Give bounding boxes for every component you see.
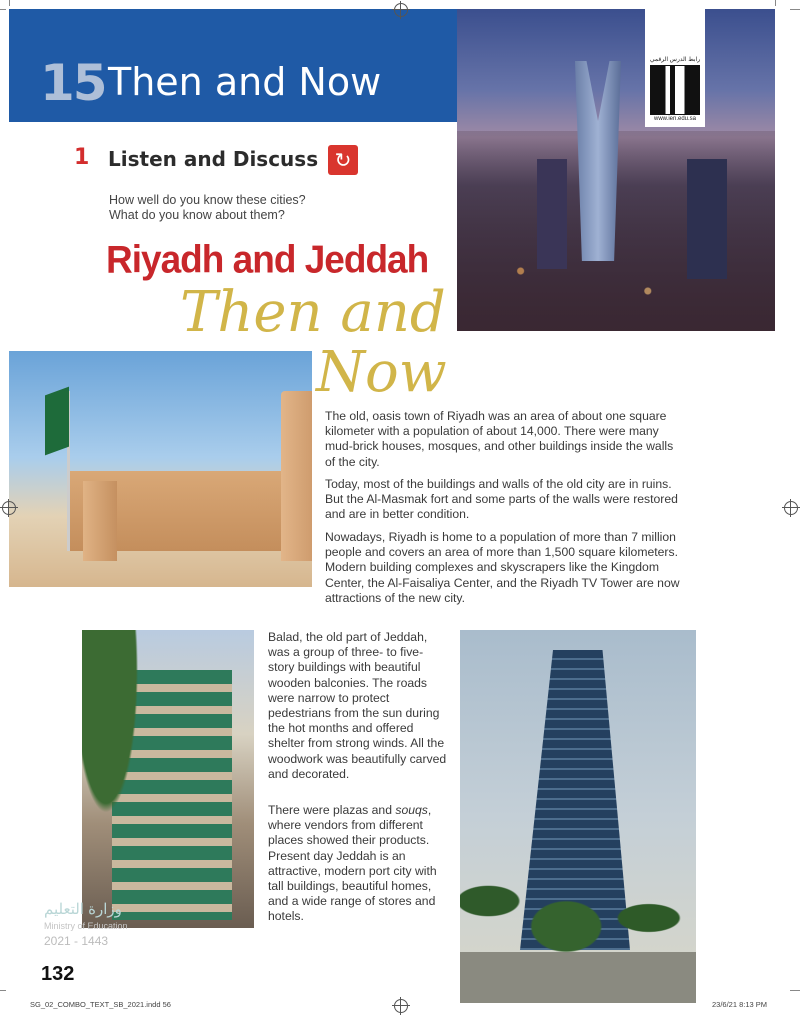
registration-mark-icon — [2, 501, 16, 515]
section-title: Listen and Discuss — [108, 147, 319, 171]
riyadh-paragraph: Nowadays, Riyadh is home to a population of more than 7 million people and covers an area of more than 1,500 square kilometers. Modern building complexes and skyscrapers like the Kingdom Center, the Al-Faisaliya Center, and the Riyadh TV Tower are now attractions of the new city. — [325, 530, 680, 605]
prompt-line: How well do you know these cities? — [109, 193, 306, 207]
page-number: 132 — [41, 963, 75, 985]
jeddah-tower-photo — [460, 630, 696, 1003]
registration-mark-icon — [394, 999, 408, 1013]
headline-script: Now — [316, 340, 447, 405]
watermark-ministry: Ministry of Education — [44, 921, 128, 931]
crop-mark — [9, 0, 10, 6]
audio-play-icon[interactable]: ↻ — [328, 145, 358, 175]
crop-mark — [790, 990, 800, 991]
riyadh-skyline-photo — [457, 9, 775, 331]
print-file-info: SG_02_COMBO_TEXT_SB_2021.indd 56 — [30, 1000, 171, 1009]
jeddah-text: , where vendors from different places showed their products. Present day Jeddah is an attractive, modern port city with tall buildings, beautiful homes, and a wide range of stores and hotels. — [268, 803, 437, 924]
balad-jeddah-photo — [82, 630, 254, 928]
qr-caption: رابط الدرس الرقمي — [649, 57, 701, 63]
registration-mark-icon — [784, 501, 798, 515]
riyadh-paragraph: Today, most of the buildings and walls of the old city are in ruins. But the Al-Masmak fort and some parts of the walls were restored and are in better condition. — [325, 477, 678, 522]
crop-mark — [0, 990, 6, 991]
jeddah-term: souqs — [395, 803, 428, 817]
qr-url: www.ien.edu.sa — [653, 116, 697, 122]
crop-mark — [0, 9, 6, 10]
prompt-line: What do you know about them? — [109, 208, 285, 222]
headline-script: Then and — [180, 280, 446, 345]
registration-mark-icon — [394, 3, 408, 17]
crop-mark — [790, 9, 800, 10]
crop-mark — [775, 0, 776, 6]
discussion-prompt — [109, 193, 439, 223]
section-number: 1 — [74, 145, 90, 170]
article-headline: Riyadh and Jeddah — [106, 237, 429, 281]
masmak-fort-photo — [9, 351, 312, 587]
unit-title: Then and Now — [108, 60, 382, 104]
watermark-arabic: وزارة التعليم — [44, 901, 122, 918]
jeddah-text: There were plazas and — [268, 803, 396, 817]
qr-code-icon[interactable] — [651, 66, 699, 114]
unit-number: 15 — [40, 54, 106, 112]
jeddah-paragraph — [268, 803, 448, 925]
print-date-info: 23/6/21 8:13 PM — [712, 1000, 768, 1009]
watermark-year: 2021 - 1443 — [44, 934, 109, 948]
jeddah-paragraph: Balad, the old part of Jeddah, was a group of three- to five-story buildings with beautiful wooden balconies. The roads were narrow to protect pedestrians from the sun during the hot months and offered shelter from strong winds. All the woodwork was beautifully carved and decorated. — [268, 630, 447, 781]
riyadh-paragraph: The old, oasis town of Riyadh was an area of about one square kilometer with a population of about 14,000. There were many mud-brick houses, mosques, and other buildings inside the walls of the city. — [325, 409, 674, 469]
